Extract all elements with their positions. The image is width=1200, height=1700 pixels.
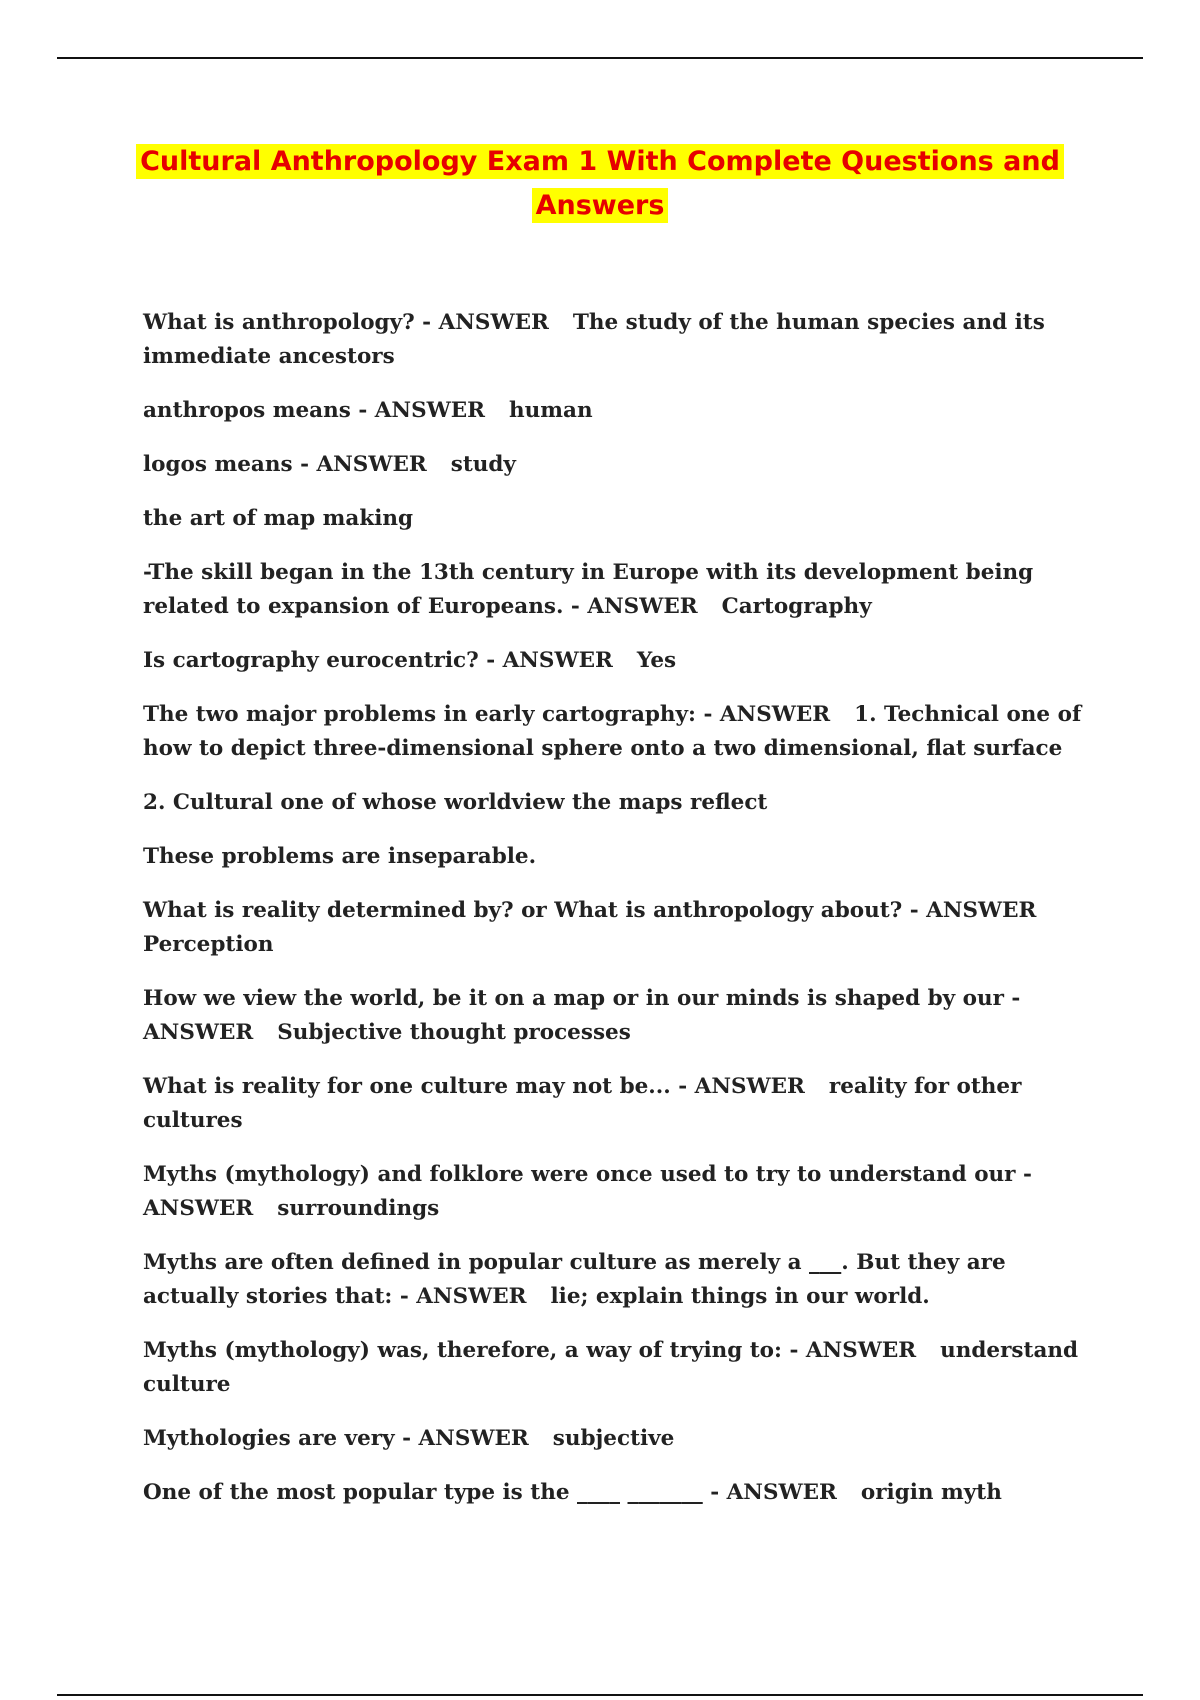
answer-marker: - ANSWER xyxy=(563,594,698,619)
qa-question: logos means xyxy=(143,452,293,477)
qa-item xyxy=(143,786,1093,820)
bottom-rule xyxy=(57,1694,1143,1696)
qa-question: How we view the world, be it on a map or in our minds is shaped by our xyxy=(143,986,1004,1011)
qa-answer: subjective xyxy=(552,1426,675,1451)
qa-question: Myths are often defined in popular culture as merely a ___. But they are actually stories that: xyxy=(143,1250,1006,1309)
qa-answer: The study of the human species and its immediate ancestors xyxy=(143,310,1045,369)
qa-item xyxy=(143,1070,1093,1138)
qa-item xyxy=(143,644,1093,678)
answer-marker: - ANSWER xyxy=(902,898,1037,923)
qa-item xyxy=(143,448,1093,482)
qa-question: What is anthropology? xyxy=(143,310,415,335)
qa-item xyxy=(143,1422,1093,1456)
document-title-text: Cultural Anthropology Exam 1 With Complete Questions and Answers xyxy=(136,144,1064,223)
qa-answer: 1. Technical one of how to depict three-dimensional sphere onto a two dimensional, flat surface xyxy=(143,702,1082,761)
answer-marker: - ANSWER xyxy=(143,1162,1032,1221)
qa-item xyxy=(143,1334,1093,1402)
answer-marker: - ANSWER xyxy=(143,986,1021,1045)
answer-marker: - ANSWER xyxy=(670,1074,805,1099)
answer-marker: - ANSWER xyxy=(394,1426,529,1451)
answer-marker: - ANSWER xyxy=(292,452,427,477)
qa-answer: surroundings xyxy=(277,1196,440,1221)
qa-question: -The skill began in the 13th century in Europe with its development being related to expansion of Europeans. xyxy=(143,560,1034,619)
qa-answer: reality for other cultures xyxy=(143,1074,1022,1133)
qa-item xyxy=(143,1246,1093,1314)
qa-question: What is reality for one culture may not be... xyxy=(143,1074,671,1099)
qa-answer: human xyxy=(509,398,593,423)
qa-item xyxy=(143,1476,1093,1510)
answer-marker: - ANSWER xyxy=(350,398,486,423)
top-rule xyxy=(57,57,1143,59)
answer-marker: - ANSWER xyxy=(781,1338,917,1363)
qa-item xyxy=(143,840,1093,874)
qa-answer: Cartography xyxy=(721,594,872,619)
qa-question: Myths (mythology) was, therefore, a way of trying to: xyxy=(143,1338,782,1363)
answer-marker: - ANSWER xyxy=(392,1284,527,1309)
qa-question: Myths (mythology) and folklore were once used to try to understand our xyxy=(143,1162,1016,1187)
qa-answer: lie; explain things in our world. xyxy=(550,1284,930,1309)
qa-text: the art of map making xyxy=(143,506,414,531)
qa-item xyxy=(143,698,1093,766)
qa-item xyxy=(143,556,1093,624)
qa-item xyxy=(143,894,1093,962)
qa-item xyxy=(143,306,1093,374)
qa-answer: Subjective thought processes xyxy=(277,1020,631,1045)
qa-question: What is reality determined by? or What is anthropology about? xyxy=(143,898,903,923)
qa-question: Mythologies are very xyxy=(143,1426,395,1451)
qa-answer: origin myth xyxy=(860,1480,1002,1505)
document-title xyxy=(120,140,1080,228)
answer-marker: - ANSWER xyxy=(478,648,613,673)
answer-marker: - ANSWER xyxy=(702,1480,837,1505)
qa-question: anthropos means xyxy=(143,398,351,423)
qa-question: Is cartography eurocentric? xyxy=(143,648,479,673)
qa-answer: Perception xyxy=(143,932,274,957)
qa-question: The two major problems in early cartography: xyxy=(143,702,696,727)
qa-item xyxy=(143,502,1093,536)
qa-item xyxy=(143,394,1093,428)
answer-marker: - ANSWER xyxy=(695,702,831,727)
qa-answer: study xyxy=(450,452,516,477)
qa-question: One of the most popular type is the ____ _______ xyxy=(143,1480,703,1505)
qa-text: These problems are inseparable. xyxy=(143,844,537,869)
qa-item xyxy=(143,1158,1093,1226)
qa-list xyxy=(143,306,1093,1530)
qa-item xyxy=(143,982,1093,1050)
qa-answer: understand culture xyxy=(143,1338,1079,1397)
qa-answer: Yes xyxy=(636,648,677,673)
answer-marker: - ANSWER xyxy=(414,310,549,335)
qa-text: 2. Cultural one of whose worldview the maps reflect xyxy=(143,790,768,815)
